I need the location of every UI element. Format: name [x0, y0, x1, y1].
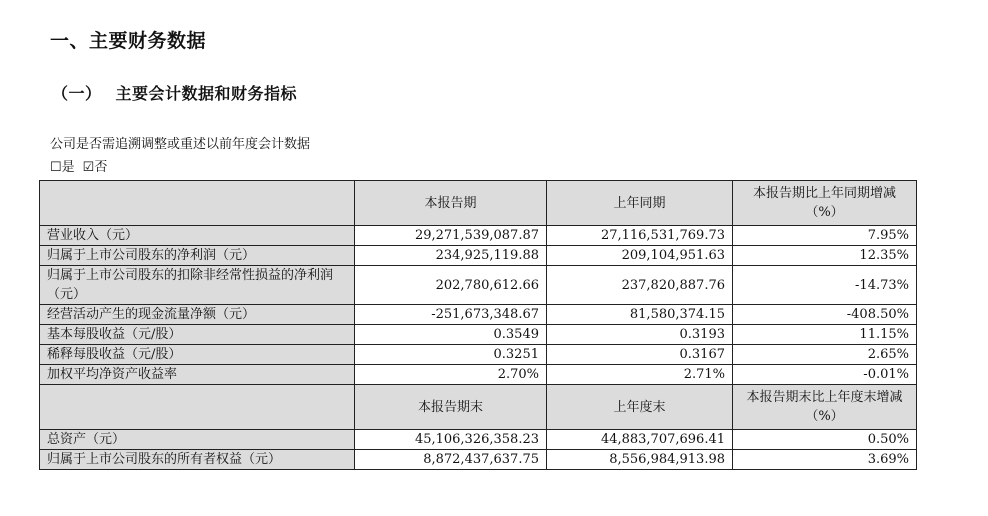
current-value: 0.3549	[355, 325, 547, 345]
change-value: -408.50%	[733, 305, 917, 325]
row-label: 归属于上市公司股东的净利润（元）	[40, 246, 355, 266]
header-previous-period: 上年同期	[547, 181, 733, 226]
previous-value: 8,556,984,913.98	[547, 450, 733, 470]
header-change-percent: 本报告期末比上年度末增减（%）	[733, 385, 917, 430]
current-value: 202,780,612.66	[355, 266, 547, 305]
table-header-row	[40, 181, 917, 226]
header-change-percent: 本报告期比上年同期增减（%）	[733, 181, 917, 226]
subsection-heading	[52, 81, 297, 104]
table-row	[40, 226, 917, 246]
restatement-question: 公司是否需追溯调整或重述以前年度会计数据	[50, 137, 311, 152]
previous-value: 237,820,887.76	[547, 266, 733, 305]
previous-value: 44,883,707,696.41	[547, 430, 733, 450]
no-label: 否	[94, 160, 108, 175]
change-value: 12.35%	[733, 246, 917, 266]
change-value: -0.01%	[733, 365, 917, 385]
no-checkbox[interactable]: ☑	[82, 160, 95, 175]
row-label: 稀释每股收益（元/股）	[40, 345, 355, 365]
table-row	[40, 345, 917, 365]
table-row	[40, 365, 917, 385]
current-value: 45,106,326,358.23	[355, 430, 547, 450]
row-label: 加权平均净资产收益率	[40, 365, 355, 385]
header-current-period: 本报告期	[355, 181, 547, 226]
row-label: 总资产（元）	[40, 430, 355, 450]
table-row	[40, 266, 917, 305]
subsection-number: （一）	[52, 84, 102, 103]
current-value: 2.70%	[355, 365, 547, 385]
current-value: 0.3251	[355, 345, 547, 365]
current-value: 29,271,539,087.87	[355, 226, 547, 246]
change-value: 3.69%	[733, 450, 917, 470]
table-row	[40, 430, 917, 450]
previous-value: 2.71%	[547, 365, 733, 385]
row-label: 营业收入（元）	[40, 226, 355, 246]
header-current-period-end: 本报告期末	[355, 385, 547, 430]
change-value: 2.65%	[733, 345, 917, 365]
previous-value: 81,580,374.15	[547, 305, 733, 325]
yes-label: 是	[61, 160, 75, 175]
current-value: -251,673,348.67	[355, 305, 547, 325]
header-blank-cell	[40, 385, 355, 430]
table-row	[40, 305, 917, 325]
restatement-options	[50, 156, 107, 175]
previous-value: 0.3167	[547, 345, 733, 365]
previous-value: 209,104,951.63	[547, 246, 733, 266]
change-value: 0.50%	[733, 430, 917, 450]
table-header-row	[40, 385, 917, 430]
table-row	[40, 246, 917, 266]
current-value: 8,872,437,637.75	[355, 450, 547, 470]
table-row	[40, 325, 917, 345]
subsection-title: 主要会计数据和财务指标	[115, 84, 298, 103]
row-label: 归属于上市公司股东的所有者权益（元）	[40, 450, 355, 470]
financial-data-table	[39, 180, 917, 470]
row-label: 归属于上市公司股东的扣除非经常性损益的净利润（元）	[40, 266, 355, 305]
table-row	[40, 450, 917, 470]
row-label: 基本每股收益（元/股）	[40, 325, 355, 345]
previous-value: 0.3193	[547, 325, 733, 345]
yes-checkbox[interactable]: ☐	[50, 160, 62, 175]
current-value: 234,925,119.88	[355, 246, 547, 266]
change-value: 7.95%	[733, 226, 917, 246]
previous-value: 27,116,531,769.73	[547, 226, 733, 246]
header-blank-cell	[40, 181, 355, 226]
change-value: 11.15%	[733, 325, 917, 345]
change-value: -14.73%	[733, 266, 917, 305]
header-previous-year-end: 上年度末	[547, 385, 733, 430]
section-heading: 一、主要财务数据	[50, 30, 207, 52]
row-label: 经营活动产生的现金流量净额（元）	[40, 305, 355, 325]
